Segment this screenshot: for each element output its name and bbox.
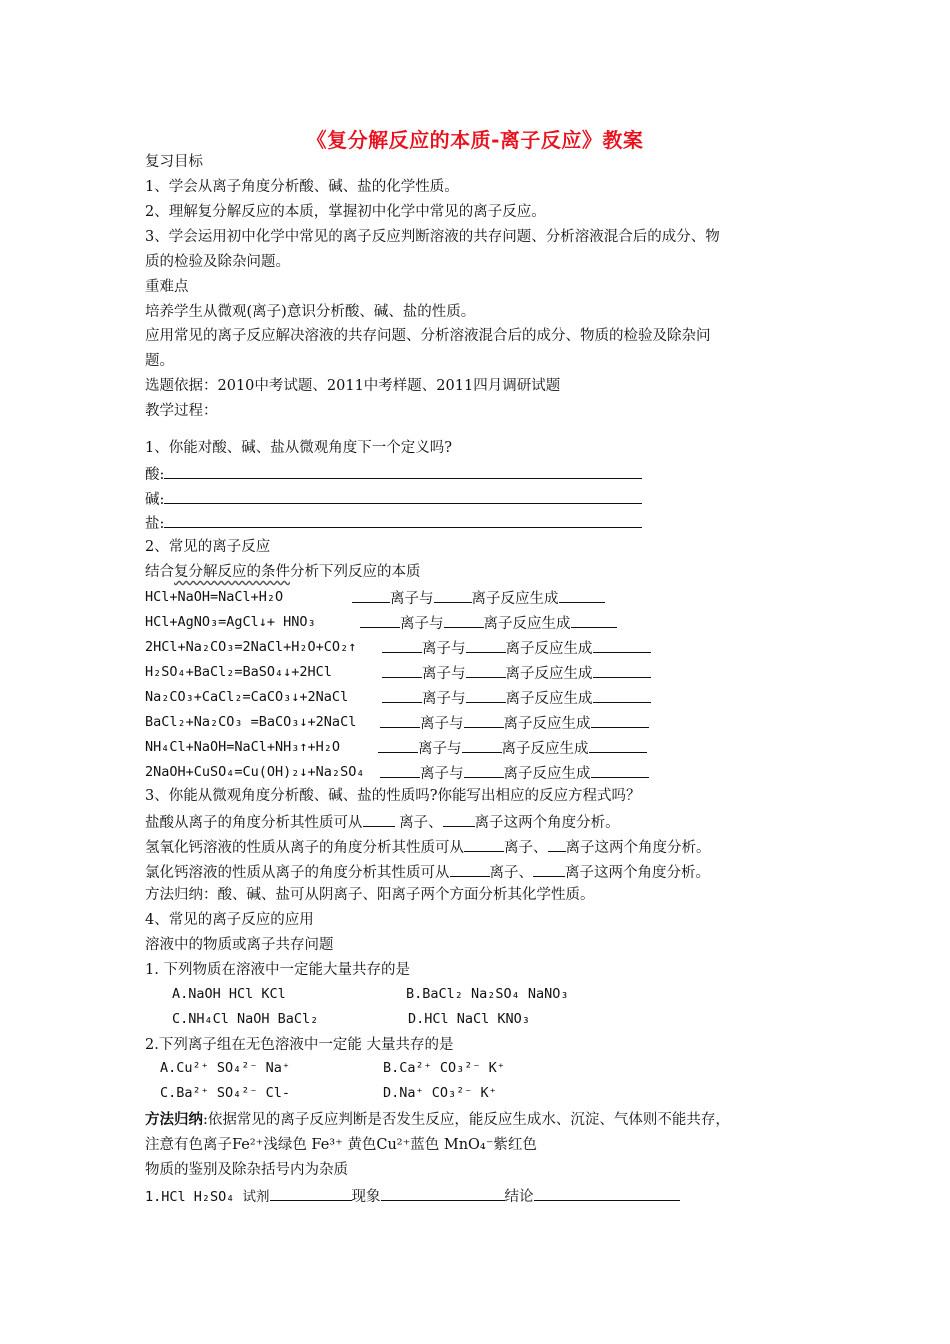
ion-text: 离子与 — [422, 666, 466, 682]
ion-text: 离子反应生成 — [501, 741, 589, 757]
ion-text: 离子反应生成 — [505, 641, 593, 657]
ion-text: 离子与 — [420, 716, 464, 732]
product-blank[interactable] — [593, 637, 651, 653]
reaction-blanks — [352, 587, 605, 608]
q3-text: 离子、 — [394, 815, 443, 831]
ion-blank[interactable] — [466, 662, 506, 678]
reaction-equation: H₂SO₄+BaCl₂=BaSO₄↓+2HCl — [145, 664, 332, 680]
ion-blank[interactable] — [462, 737, 502, 753]
q3-question: 3、你能从微观角度分析酸、碱、盐的性质吗?你能写出相应的反应方程式吗？ — [145, 788, 641, 804]
q1-question: 1、你能对酸、碱、盐从微观角度下一个定义吗? — [145, 440, 452, 456]
q2-intro-marked: 复分解反应的条件 — [174, 564, 290, 580]
acid-label: 酸: — [145, 467, 165, 483]
method-text: :依据常见的离子反应判断是否发生反应，能反应生成水、沉淀、气体则不能共存， — [203, 1112, 730, 1128]
q4-subheading: 溶液中的物质或离子共存问题 — [145, 937, 334, 953]
q4-method — [145, 1110, 730, 1130]
ion-text: 离子反应生成 — [503, 766, 591, 782]
base-label: 碱: — [145, 492, 165, 508]
ion-text: 离子与 — [390, 591, 434, 607]
goal-item: 3、学会运用初中化学中常见的离子反应判断溶液的共存问题、分析溶液混合后的成分、物 — [145, 229, 720, 245]
reaction-blanks — [380, 712, 649, 733]
q1-acid-row — [145, 463, 642, 485]
ion-blank[interactable] — [382, 687, 422, 703]
reaction-equation: HCl+NaOH=NaCl+H₂O — [145, 589, 284, 605]
ion-blank[interactable] — [464, 712, 504, 728]
identify-row — [145, 1185, 680, 1207]
ion-blank[interactable] — [450, 861, 490, 877]
q3-text: 离子这两个角度分析。 — [565, 865, 710, 881]
q3-text: 盐酸从离子的角度分析其性质可从 — [145, 815, 363, 831]
reaction-equation: Na₂CO₃+CaCl₂=CaCO₃↓+2NaCl — [145, 689, 349, 705]
base-answer-blank[interactable] — [164, 488, 642, 504]
product-blank[interactable] — [591, 762, 649, 778]
q3-text: 离子这两个角度分析。 — [474, 815, 620, 831]
q3-text: 离子这两个角度分析。 — [565, 840, 711, 856]
q4-subheading: 物质的鉴别及除杂括号内为杂质 — [145, 1162, 348, 1178]
ion-blank[interactable] — [380, 762, 420, 778]
reaction-blanks — [382, 662, 651, 683]
reaction-blanks — [360, 612, 617, 633]
q3-hcl-line — [145, 811, 620, 833]
reaction-blanks — [382, 687, 651, 708]
product-blank[interactable] — [559, 587, 605, 603]
ion-text: 离子反应生成 — [471, 591, 559, 607]
option-c: C.Ba²⁺ SO₄²⁻ Cl- — [160, 1085, 291, 1101]
q2-intro-post: 分析下列反应的本质 — [290, 564, 421, 580]
ion-text: 离子反应生成 — [483, 616, 571, 632]
option-b: B.Ca²⁺ CO₃²⁻ K⁺ — [383, 1060, 505, 1076]
option-c: C.NH₄Cl NaOH BaCl₂ — [172, 1011, 319, 1027]
key-point-line: 培养学生从微观(离子)意识分析酸、碱、盐的性质。 — [145, 304, 476, 320]
ion-blank[interactable] — [466, 687, 506, 703]
q3-text: 离子、 — [489, 865, 533, 881]
ion-blank[interactable] — [363, 811, 395, 827]
ion-blank[interactable] — [533, 861, 565, 877]
reaction-blanks — [380, 762, 649, 783]
ion-blank[interactable] — [382, 662, 422, 678]
ion-blank[interactable] — [380, 712, 420, 728]
reaction-equation: 2NaOH+CuSO₄=Cu(OH)₂↓+Na₂SO₄ — [145, 764, 365, 780]
option-b: B.BaCl₂ Na₂SO₄ NaNO₃ — [406, 986, 569, 1002]
phenomenon-blank[interactable] — [381, 1185, 505, 1201]
ion-text: 离子与 — [400, 616, 444, 632]
q3-text: 离子、 — [504, 840, 548, 856]
method-label: 方法归纳 — [145, 1111, 203, 1128]
ion-text: 离子与 — [422, 641, 466, 657]
source-line: 选题依据：2010中考试题、2011中考样题、2011四月调研试题 — [145, 378, 561, 394]
reaction-equation: NH₄Cl+NaOH=NaCl+NH₃↑+H₂O — [145, 739, 341, 755]
conclusion-blank[interactable] — [534, 1185, 680, 1201]
ion-text: 离子反应生成 — [505, 666, 593, 682]
q3-method: 方法归纳：酸、碱、盐可从阴离子、阳离子两个方面分析其化学性质。 — [145, 887, 595, 903]
ion-blank[interactable] — [382, 637, 422, 653]
identify-text: 结论 — [504, 1189, 534, 1205]
ion-blank[interactable] — [443, 811, 475, 827]
process-heading: 教学过程： — [145, 403, 218, 419]
salt-answer-blank[interactable] — [164, 512, 642, 528]
product-blank[interactable] — [593, 687, 651, 703]
ion-blank[interactable] — [466, 637, 506, 653]
ion-text: 离子与 — [418, 741, 462, 757]
option-a: A.NaOH HCl KCl — [172, 986, 286, 1002]
goal-item: 1、学会从离子角度分析酸、碱、盐的化学性质。 — [145, 179, 459, 195]
q2-heading: 2、常见的离子反应 — [145, 539, 271, 555]
ion-blank[interactable] — [464, 836, 504, 852]
document-title: 《复分解反应的本质-离子反应》教案 — [306, 128, 644, 152]
option-a: A.Cu²⁺ SO₄²⁻ Na⁺ — [160, 1060, 291, 1076]
reaction-equation: BaCl₂+Na₂CO₃ =BaCO₃↓+2NaCl — [145, 714, 357, 730]
product-blank[interactable] — [591, 712, 649, 728]
q1-base-row — [145, 488, 642, 510]
product-blank[interactable] — [593, 662, 651, 678]
reaction-equation: HCl+AgNO₃=AgCl↓+ HNO₃ — [145, 614, 316, 630]
ion-text: 离子反应生成 — [503, 716, 591, 732]
goal-item: 2、理解复分解反应的本质，掌握初中化学中常见的离子反应。 — [145, 204, 546, 220]
ion-blank[interactable] — [352, 587, 390, 603]
salt-label: 盐: — [145, 516, 165, 532]
product-blank[interactable] — [589, 737, 647, 753]
identify-text: 现象 — [351, 1189, 381, 1205]
reagent-blank[interactable] — [270, 1185, 352, 1201]
ion-blank[interactable] — [360, 612, 400, 628]
key-points-heading: 重难点 — [145, 279, 189, 295]
reaction-blanks — [378, 737, 647, 758]
q4-method-colors: 注意有色离子Fe²⁺浅绿色 Fe³⁺ 黄色Cu²⁺蓝色 MnO₄⁻紫红色 — [145, 1137, 537, 1153]
q3-text: 氢氧化钙溶液的性质从离子的角度分析其性质可从 — [145, 840, 464, 856]
q2-intro-pre: 结合 — [145, 564, 174, 580]
goal-item: 质的检验及除杂问题。 — [145, 254, 290, 270]
q4-heading: 4、常见的离子反应的应用 — [145, 912, 314, 928]
ion-blank[interactable] — [464, 762, 504, 778]
q2-intro — [145, 562, 421, 582]
acid-answer-blank[interactable] — [164, 463, 642, 479]
problem-question: 1. 下列物质在溶液中一定能大量共存的是 — [145, 962, 410, 978]
ion-blank[interactable] — [444, 612, 484, 628]
q3-text: 氯化钙溶液的性质从离子的角度分析其性质可从 — [145, 865, 450, 881]
ion-blank[interactable] — [434, 587, 472, 603]
ion-blank[interactable] — [378, 737, 418, 753]
identify-label: 1.HCl H₂SO₄ 试剂 — [145, 1189, 270, 1205]
reaction-equation: 2HCl+Na₂CO₃=2NaCl+H₂O+CO₂↑ — [145, 639, 357, 655]
reaction-blanks — [382, 637, 651, 658]
q3-caoh-line — [145, 836, 711, 858]
option-d: D.HCl NaCl KNO₃ — [408, 1011, 530, 1027]
ion-blank[interactable] — [548, 836, 566, 852]
goals-heading: 复习目标 — [145, 154, 203, 170]
ion-text: 离子与 — [422, 691, 466, 707]
key-point-line: 应用常见的离子反应解决溶液的共存问题、分析溶液混合后的成分、物质的检验及除杂问 — [145, 328, 711, 344]
q1-salt-row — [145, 512, 642, 534]
problem-question: 2.下列离子组在无色溶液中一定能 大量共存的是 — [145, 1037, 454, 1053]
option-d: D.Na⁺ CO₃²⁻ K⁺ — [383, 1085, 497, 1101]
product-blank[interactable] — [571, 612, 617, 628]
key-point-line: 题。 — [145, 353, 174, 369]
ion-text: 离子与 — [420, 766, 464, 782]
ion-text: 离子反应生成 — [505, 691, 593, 707]
q3-cacl-line — [145, 861, 710, 883]
